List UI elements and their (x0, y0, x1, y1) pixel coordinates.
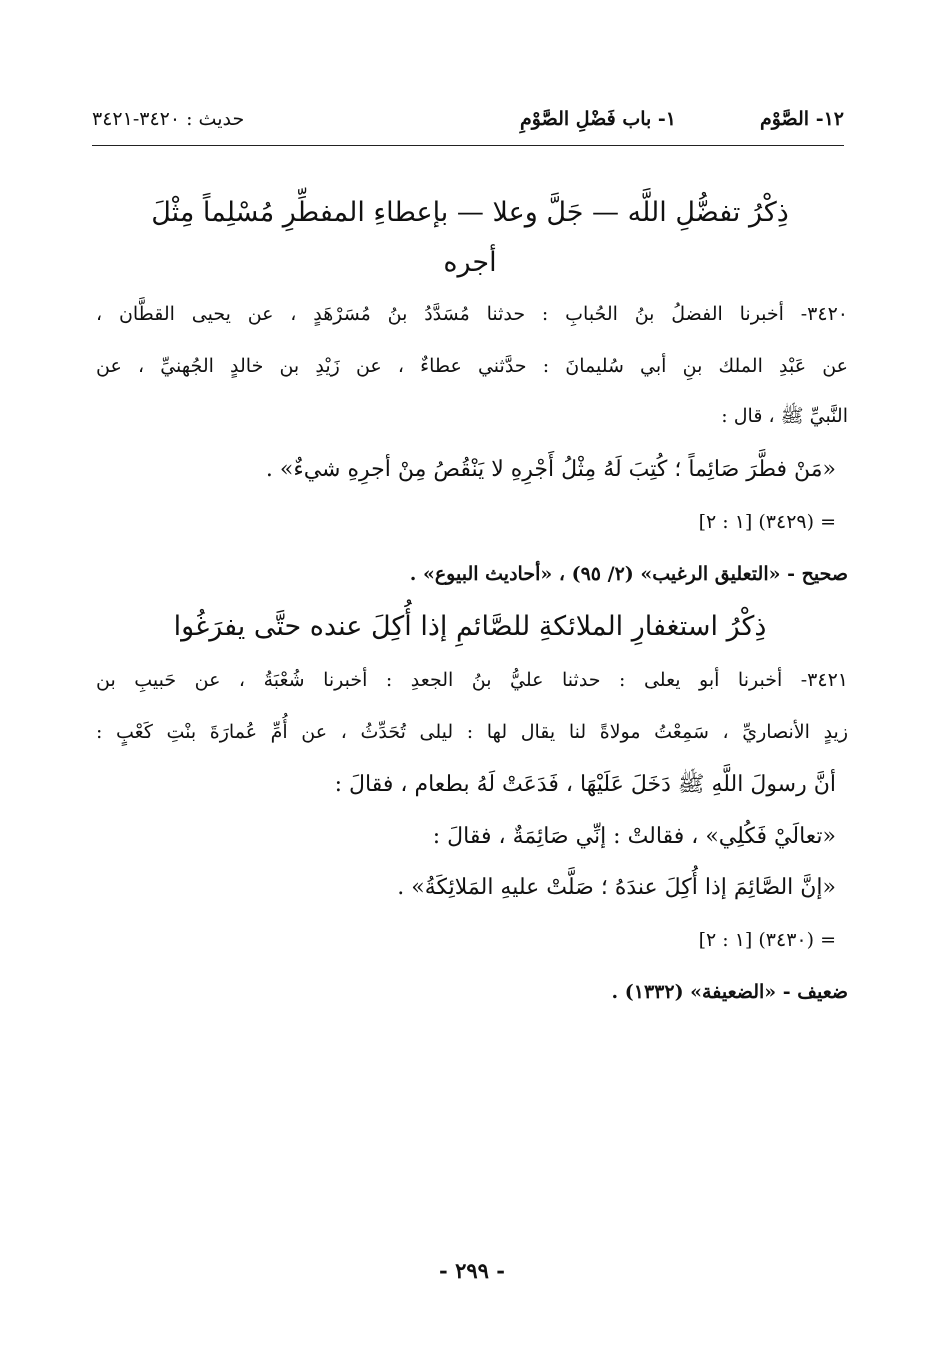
grading-note: صحيح - «التعليق الرغيب» (٢/ ٩٥) ، «أحاديث البيوع» . (409, 563, 848, 585)
section-heading-2: ذِكْرُ استغفارِ الملائكةِ للصَّائمِ إذا أُكِلَ عنده حتَّى يفرَغُوا (173, 611, 767, 642)
isnad-line: ٣٤٢١- أخبرنا أبو يعلى : حدثنا عليُّ بنُ الجعدِ : أخبرنا شُعْبَةُ ، عن حَبيبِ بن (96, 669, 848, 691)
chapter-title: ١٢- الصَّوْم (759, 108, 844, 130)
section-title: ١- باب فَضْلِ الصَّوْمِ (520, 108, 676, 130)
section-heading-1-cont: أجره (443, 247, 497, 278)
section-heading-1: ذِكْرُ تفضُّلِ اللَّه — جَلَّ وعلا — بإعطاءِ المفطِّرِ مُسْلِماً مِثْلَ (151, 197, 789, 228)
hadith-text: «إنَّ الصَّائِمَ إذا أُكِلَ عندَهُ ؛ صَلَّتْ عليهِ المَلائِكَةُ» . (397, 875, 836, 900)
isnad-line: النَّبيِّ ﷺ ، قال : (721, 405, 848, 427)
hadith-text: «تعالَيْ فَكُلِي» ، فقالتْ : إنِّي صَائِمَةٌ ، فقالَ : (432, 824, 836, 849)
grading-note: ضعيف - «الضعيفة» (١٣٣٢) . (611, 981, 848, 1003)
isnad-line: زيدٍ الأنصاريِّ ، سَمِعْتُ مولاةً لنا يقال لها : ليلى تُحَدِّثُ ، عن أُمِّ عُمارَةَ بنْتِ كَعْبٍ : (96, 721, 848, 743)
header-divider (92, 145, 844, 146)
hadith-range: حديث : ٣٤٢٠-٣٤٢١ (92, 108, 245, 130)
isnad-line: عن عَبْدِ الملك بنِ أبي سُليمانَ : حدَّثني عطاءٌ ، عن زَيْدِ بن خالدٍ الجُهنيِّ ، عن (96, 355, 848, 377)
running-header (92, 108, 844, 138)
page-number: - ٢٩٩ - (439, 1258, 505, 1283)
hadith-text: «مَنْ فطَّرَ صَائِماً ؛ كُتِبَ لَهُ مِثْلُ أَجْرِهِ لا يَنْقُصُ مِنْ أجرِهِ شيءٌ» . (265, 457, 836, 482)
hadith-text: أنَّ رسولَ اللَّهِ ﷺ دَخَلَ عَلَيْهَا ، فَدَعَتْ لَهُ بطعام ، فقالَ : (334, 772, 836, 797)
cross-reference: = (٣٤٢٩) [١ : ٢] (698, 511, 836, 533)
cross-reference: = (٣٤٣٠) [١ : ٢] (698, 929, 836, 951)
isnad-line: ٣٤٢٠- أخبرنا الفضلُ بنُ الحُبابِ : حدثنا مُسَدَّدُ بنُ مُسَرْهَدٍ ، عن يحيى القطَّان ، (96, 303, 848, 325)
